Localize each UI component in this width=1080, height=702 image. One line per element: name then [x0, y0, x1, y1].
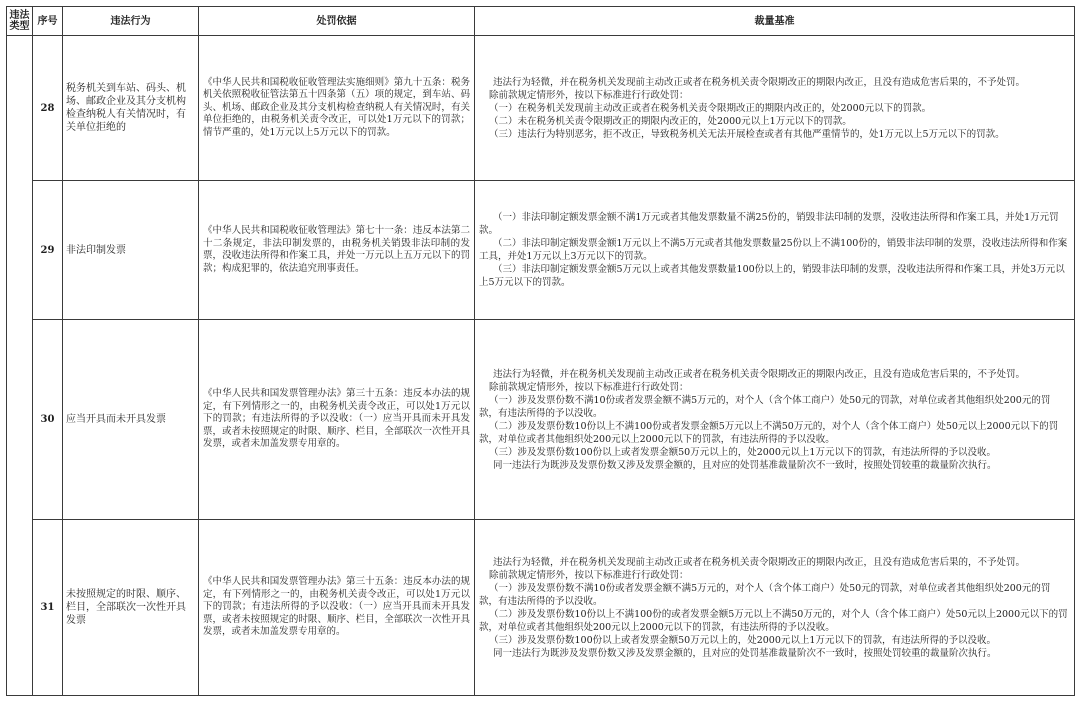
discretion-standard [475, 320, 1075, 520]
header-violation-type: 违法 类型 [7, 7, 33, 36]
standard-paragraph: 除前款规定情形外，按以下标准进行行政处罚： [489, 381, 689, 393]
penalty-basis: 《中华人民共和国发票管理办法》第三十五条：违反本办法的规定，有下列情形之一的，由税务机关责令改正，可以处1万元以下的罚款；有违法所得的予以没收：（一）应当开具而未开具发票，或者未按照规定的时限、顺序、栏目，全部联次一次性开具发票，或者未加盖发票专用章的。 [199, 520, 475, 696]
standard-paragraph: （一）在税务机关发现前主动改正或者在税务机关责令限期改正的期限内改正的，处2000元以下的罚款。 [489, 102, 932, 114]
discretion-table [6, 6, 1075, 696]
violation-behavior: 未按照规定的时限、顺序、栏目，全部联次一次性开具发票 [63, 520, 199, 696]
table-row [7, 36, 1075, 181]
standard-paragraph: 违法行为轻微，并在税务机关发现前主动改正或者在税务机关责令限期改正的期限内改正，且没有造成危害后果的，不予处罚。 [493, 368, 1026, 380]
violation-behavior: 税务机关到车站、码头、机场、邮政企业及其分支机构检查纳税人有关情况时，有关单位拒绝的 [63, 36, 199, 181]
standard-paragraph: （二）未在税务机关责令限期改正的期限内改正的，处2000元以上1万元以下的罚款。 [489, 115, 852, 127]
violation-type-cell [7, 36, 33, 696]
header-discretion-standard: 裁量基准 [475, 7, 1075, 36]
standard-paragraph: 除前款规定情形外，按以下标准进行行政处罚： [489, 89, 689, 101]
standard-paragraph: （二）涉及发票份数10份以上不满100份的或者发票金额5万元以上不满50万元的，对个人（含个体工商户）处50元以上2000元以下的罚款，对单位或者其他组织处200元以上2000元以下的罚款，有违法所得的予以没收。 [479, 608, 1068, 633]
table-header-row [7, 7, 1075, 36]
table-row [7, 320, 1075, 520]
standard-paragraph: （一）非法印制定额发票金额不满1万元或者其他发票数量不满25份的，销毁非法印制的发票，没收违法所得和作案工具，并处1万元罚款。 [479, 212, 1059, 236]
penalty-basis: 《中华人民共和国税收征收管理法实施细则》第九十五条：税务机关依照税收征管法第五十四条第（五）项的规定，到车站、码头、机场、邮政企业及其分支机构检查纳税人有关情况时，有关单位拒绝的，由税务机关责令改正，可以处1万元以下的罚款；情节严重的，处1万元以上5万元以下的罚款。 [199, 36, 475, 181]
standard-paragraph: （三）非法印制定额发票金额5万元以上或者其他发票数量100份以上的，销毁非法印制的发票，没收违法所得和作案工具，并处3万元以上5万元以下的罚款。 [479, 264, 1065, 288]
row-number: 31 [33, 520, 63, 696]
standard-paragraph: 违法行为轻微，并在税务机关发现前主动改正或者在税务机关责令限期改正的期限内改正，且没有造成危害后果的，不予处罚。 [493, 76, 1026, 88]
table-row [7, 181, 1075, 320]
penalty-basis: 《中华人民共和国税收征收管理法》第七十一条：违反本法第二十二条规定，非法印制发票的，由税务机关销毁非法印制的发票，没收违法所得和作案工具，并处一万元以上五万元以下的罚款；构成犯罪的，依法追究刑事责任。 [199, 181, 475, 320]
standard-paragraph: （三）违法行为特别恶劣，拒不改正，导致税务机关无法开展检查或者有其他严重情节的，处1万元以上5万元以下的罚款。 [489, 128, 1005, 140]
standard-paragraph: 除前款规定情形外，按以下标准进行行政处罚： [489, 569, 689, 581]
header-violation-behavior: 违法行为 [63, 7, 199, 36]
standard-paragraph: 同一违法行为既涉及发票份数又涉及发票金额的，且对应的处罚基准裁量阶次不一致时，按照处罚较重的裁量阶次执行。 [493, 647, 997, 659]
row-number: 30 [33, 320, 63, 520]
standard-paragraph: （二）非法印制定额发票金额1万元以上不满5万元或者其他发票数量25份以上不满100份的，销毁非法印制的发票，没收违法所得和作案工具，并处1万元以上3万元以下的罚款。 [479, 238, 1068, 262]
violation-behavior: 应当开具而未开具发票 [63, 320, 199, 520]
standard-paragraph: （三）涉及发票份数100份以上或者发票金额50万元以上的，处2000元以上1万元以下的罚款，有违法所得的予以没收。 [489, 634, 996, 646]
violation-behavior: 非法印制发票 [63, 181, 199, 320]
standard-paragraph: （一）涉及发票份数不满10份或者发票金额不满5万元的，对个人（含个体工商户）处50元的罚款，对单位或者其他组织处200元的罚款，有违法所得的予以没收。 [479, 394, 1051, 419]
standard-paragraph: 违法行为轻微，并在税务机关发现前主动改正或者在税务机关责令限期改正的期限内改正，且没有造成危害后果的，不予处罚。 [493, 556, 1026, 568]
header-penalty-basis: 处罚依据 [199, 7, 475, 36]
header-serial-no: 序号 [33, 7, 63, 36]
standard-paragraph: （一）涉及发票份数不满10份或者发票金额不满5万元的，对个人（含个体工商户）处50元的罚款，对单位或者其他组织处200元的罚款，有违法所得的予以没收。 [479, 582, 1051, 607]
discretion-standard [475, 36, 1075, 181]
penalty-basis: 《中华人民共和国发票管理办法》第三十五条：违反本办法的规定，有下列情形之一的，由税务机关责令改正，可以处1万元以下的罚款；有违法所得的予以没收：（一）应当开具而未开具发票，或者未按照规定的时限、顺序、栏目，全部联次一次性开具发票，或者未加盖发票专用章的。 [199, 320, 475, 520]
table-row [7, 520, 1075, 696]
standard-paragraph: （二）涉及发票份数10份以上不满100份或者发票金额5万元以上不满50万元的，对个人（含个体工商户）处50元以上2000元以下的罚款，对单位或者其他组织处200元以上2000元以下的罚款，有违法所得的予以没收。 [479, 420, 1059, 445]
row-number: 28 [33, 36, 63, 181]
discretion-standard [475, 520, 1075, 696]
standard-paragraph: （三）涉及发票份数100份以上或者发票金额50万元以上的，处2000元以上1万元以下的罚款，有违法所得的予以没收。 [489, 446, 996, 458]
discretion-standard [475, 181, 1075, 320]
row-number: 29 [33, 181, 63, 320]
standard-paragraph: 同一违法行为既涉及发票份数又涉及发票金额的，且对应的处罚基准裁量阶次不一致时，按照处罚较重的裁量阶次执行。 [493, 459, 997, 471]
